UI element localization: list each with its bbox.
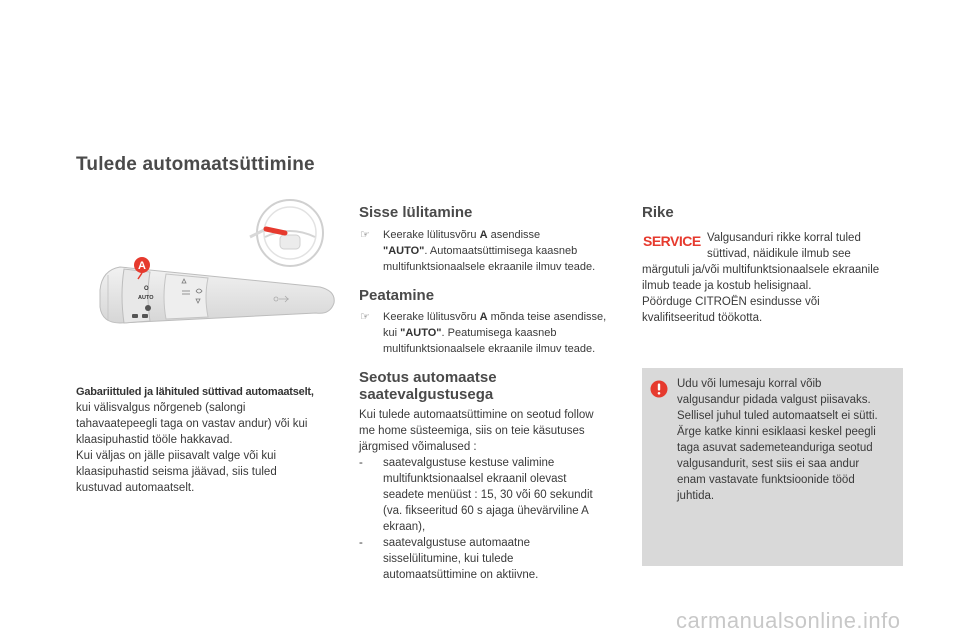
seotus-body: Kui tulede automaatsüttimine on seotud follow me home süsteemiga, siis on teie käsutuses järgmised võimalused : - saatevalgustuse kestuse valimine multifunktsionaalsel ekraanil olevast seadete menüüst : 15, 30 või 60 sekundit (va. fikseeritud 60 s ajaga ühevärviline A ekraan), - saatevalgustuse automaatne sisselülitumine, kui tulede automaatsüttimine on aktiivne. [359, 407, 629, 583]
left-line-0: kui välisvalgus nõrgeneb (salongi [76, 402, 246, 414]
switch-auto-label: AUTO [138, 295, 154, 301]
svg-text:A: A [138, 260, 146, 272]
sisse-heading: Sisse lülitamine [359, 204, 473, 221]
rike-heading: Rike [642, 204, 674, 221]
light-switch-illustration [80, 195, 345, 345]
warning-box [642, 368, 903, 566]
left-line-2: klaasipuhastid tööle hakkavad. [76, 434, 233, 446]
warning-text: Udu või lumesaju korral võib valgusandur pidada valgust piisavaks. Sellisel juhul tuled automaatselt ei sütti. Ärge katke kinni esiklaasi keskel peegli taga asuvat sademeteanduriga seotud valgusandurit, sest siis ei saa andur enam vastavate funktsioonide tööd juhtida. [677, 378, 878, 502]
bullet-arrow-icon: ☞ [360, 311, 370, 323]
left-line-1: tahavaatepeegli taga on vastav andur) või kui [76, 418, 308, 430]
switch-o-label: O [144, 286, 149, 292]
left-line-3: Kui väljas on jälle piisavalt valge või kui [76, 450, 277, 462]
left-line-4: klaasipuhastid seisma jäävad, siis tuled [76, 466, 277, 478]
lighting-stalk [100, 267, 334, 323]
seotus-item-1: - saatevalgustuse automaatne sisselülitumine, kui tulede automaatsüttimine on aktiivne. [359, 537, 539, 581]
watermark: carmanualsonline.info [676, 608, 901, 633]
sisse-bullet: ☞ Keerake lülitusvõru A asendisse "AUTO". Automaatsüttimisega kaasneb multifunktsionaalsele ekraanile ilmuv teade. [360, 229, 596, 273]
left-description [76, 384, 346, 496]
bullet-arrow-icon: ☞ [360, 229, 370, 241]
exclamation-warning-icon [650, 380, 668, 398]
left-lead-bold: Gabariittuled ja lähituled süttivad automaatselt, [76, 386, 314, 398]
page-title: Tulede automaatsüttimine [76, 154, 315, 175]
rike-body: märgutuli ja/või multifunktsionaalsele ekraanile ilmub teade ja kostub helisignaal. Pöörduge CITROËN esindusse või kvalifitseeritud töökotta. [642, 264, 880, 324]
peatamine-bullet: ☞ Keerake lülitusvõru A mõnda teise asendisse, kui "AUTO". Peatumisega kaasneb multifunktsionaalsele ekraanile ilmuv teade. [360, 311, 607, 355]
seotus-item-0: - saatevalgustuse kestuse valimine multifunktsionaalsel ekraanil olevast seadete menüüst : 15, 30 või 60 sekundit (va. fikseeritud 60 s ajaga ühevärviline A ekraan), [359, 457, 593, 533]
service-warning-icon: SERVICE [643, 233, 701, 249]
left-line-5: kustuvad automaatselt. [76, 482, 195, 494]
peatamine-heading: Peatamine [359, 287, 435, 304]
seotus-heading: Seotus automaatse saatevalgustusega [359, 369, 497, 403]
rike-indented: Valgusanduri rikke korral tuled süttivad, näidikule ilmub see [707, 232, 861, 260]
